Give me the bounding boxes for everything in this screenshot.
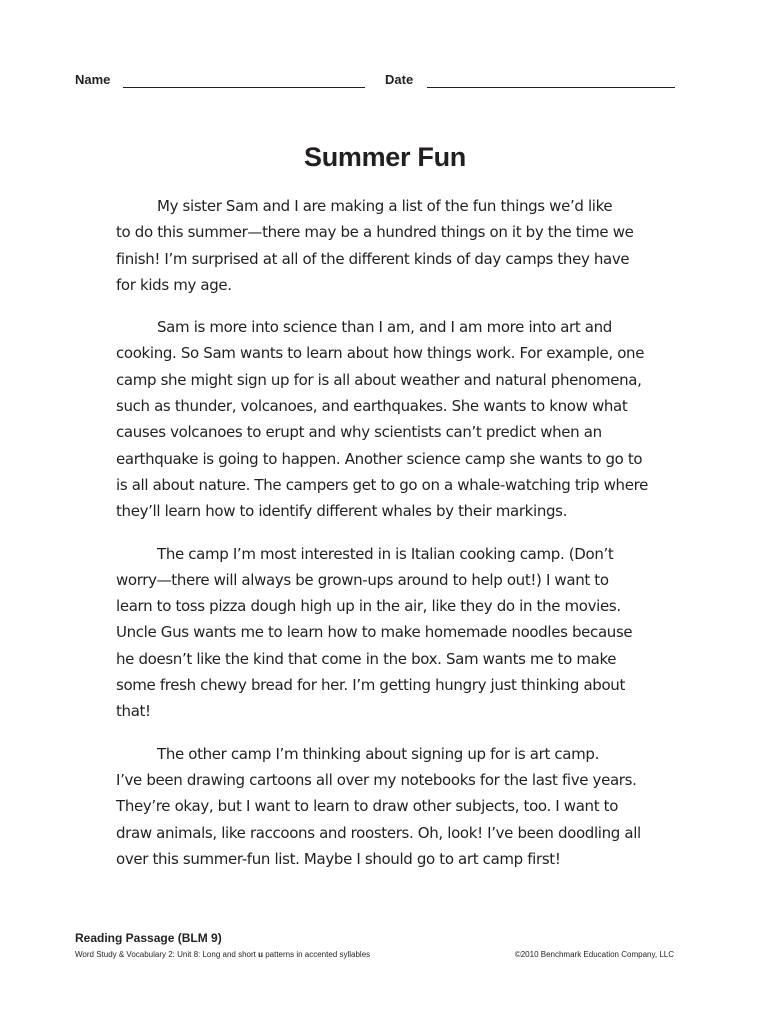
text-line: I’ve been drawing cartoons all over my notebooks for the last five years.: [116, 770, 637, 789]
text-line: finish! I’m surprised at all of the different kinds of day camps they have: [116, 249, 630, 268]
text-line: over this summer-fun list. Maybe I should go to art camp first!: [116, 849, 561, 868]
text-line: Uncle Gus wants me to learn how to make homemade noodles because: [116, 623, 633, 642]
name-label: Name: [75, 72, 111, 87]
name-field-line[interactable]: [123, 87, 365, 88]
text-line: worry—there will always be grown-ups around to help out!) I want to: [116, 570, 609, 589]
paragraph: [116, 541, 656, 725]
date-label: Date: [385, 72, 414, 87]
paragraph: [116, 193, 656, 298]
text-line: They’re okay, but I want to learn to draw other subjects, too. I want to: [116, 797, 619, 816]
reading-passage: [116, 193, 656, 888]
text-line: Sam is more into science than I am, and I am more into art and: [157, 318, 612, 337]
text-line: earthquake is going to happen. Another science camp she wants to go to: [116, 449, 643, 468]
text-line: draw animals, like raccoons and roosters. Oh, look! I’ve been doodling all: [116, 823, 641, 842]
text-line: some fresh chewy bread for her. I’m getting hungry just thinking about: [116, 676, 625, 695]
footer-title: Reading Passage (BLM 9): [75, 931, 222, 945]
course-info-bold-letter: u: [258, 950, 263, 959]
name-date-header: [75, 72, 675, 92]
text-line: such as thunder, volcanoes, and earthquakes. She wants to know what: [116, 397, 628, 416]
text-line: The other camp I’m thinking about signing up for is art camp.: [157, 744, 599, 763]
text-line: The camp I’m most interested in is Italian cooking camp. (Don’t: [157, 544, 614, 563]
text-line: that!: [116, 702, 151, 721]
text-line: camp she might sign up for is all about weather and natural phenomena,: [116, 370, 642, 389]
text-line: for kids my age.: [116, 275, 232, 294]
course-info-suffix: patterns in accented syllables: [262, 950, 371, 959]
page-title: Summer Fun: [303, 142, 467, 172]
text-line: he doesn’t like the kind that come in the box. Sam wants me to make: [116, 649, 617, 668]
text-line: My sister Sam and I are making a list of the fun things we’d like: [157, 197, 613, 215]
text-line: is all about nature. The campers get to go on a whale-watching trip where: [116, 475, 648, 494]
course-info: [75, 949, 370, 960]
copyright: ©2010 Benchmark Education Company, LLC: [514, 950, 674, 959]
paragraph: [116, 314, 656, 524]
paragraph: [116, 741, 656, 872]
date-field-line[interactable]: [427, 87, 675, 88]
text-line: causes volcanoes to erupt and why scientists can’t predict when an: [116, 423, 602, 442]
text-line: learn to toss pizza dough high up in the air, like they do in the movies.: [116, 597, 621, 616]
course-info-prefix: Word Study & Vocabulary 2: Unit 8: Long and short: [75, 950, 259, 959]
text-line: cooking. So Sam wants to learn about how things work. For example, one: [116, 344, 645, 363]
text-line: they’ll learn how to identify different whales by their markings.: [116, 502, 568, 521]
text-line: to do this summer—there may be a hundred things on it by the time we: [116, 223, 634, 242]
